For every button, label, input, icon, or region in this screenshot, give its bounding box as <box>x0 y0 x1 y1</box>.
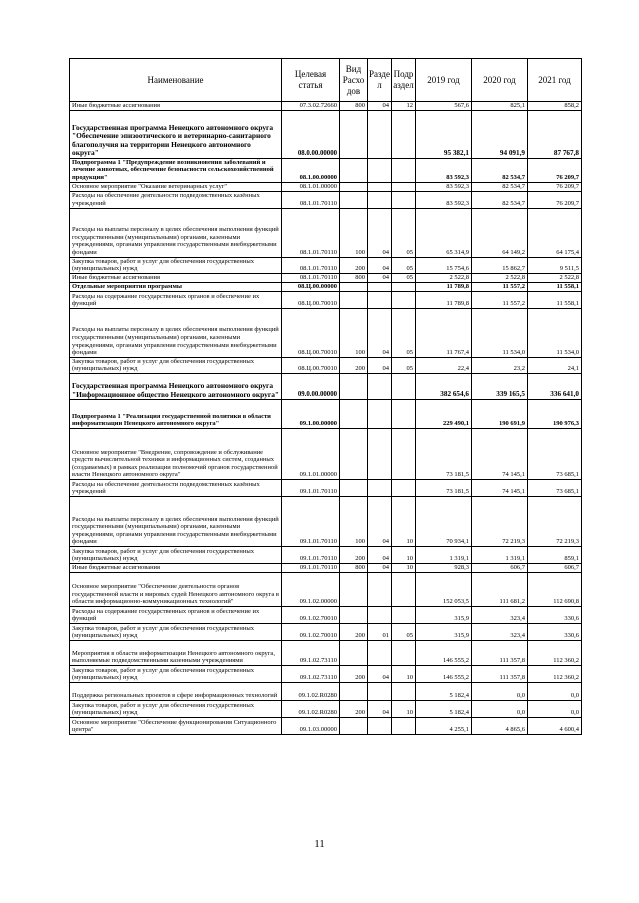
cell-v2019: 95 382,1 <box>416 110 472 158</box>
table-row <box>70 191 582 208</box>
table-row <box>70 158 582 182</box>
cell-v2021: 112 360,2 <box>528 665 582 682</box>
cell-v2020: 64 149,2 <box>472 208 528 257</box>
table-row <box>70 257 582 273</box>
cell-rz: 04 <box>368 357 392 373</box>
cell-name: Иные бюджетные ассигнования <box>70 102 282 111</box>
cell-pr <box>392 399 416 428</box>
budget-table <box>69 58 582 735</box>
cell-pr: 05 <box>392 257 416 273</box>
cell-code: 09.1.00.00000 <box>282 399 340 428</box>
cell-rz: 01 <box>368 623 392 640</box>
cell-pr <box>392 291 416 308</box>
cell-name: Государственная программа Ненецкого автономного округа "Обеспечение эпизоотического и ветеринарно-санитарного благополучия на территории Ненецкого автономного округа" <box>70 110 282 158</box>
cell-code: 09.1.01.70110 <box>282 563 340 572</box>
cell-rz <box>368 399 392 428</box>
cell-vid: 100 <box>340 308 368 357</box>
cell-name: Расходы на выплаты персоналу в целях обеспечения выполнения функций государственными (муниципальными) органами, казенными учреждениями, органами управления государственными внебюджетными фондами <box>70 308 282 357</box>
cell-v2021: 24,1 <box>528 357 582 373</box>
cell-v2021: 11 534,0 <box>528 308 582 357</box>
cell-code: 08.Ц.00.00000 <box>282 282 340 291</box>
cell-v2020: 0,0 <box>472 700 528 717</box>
cell-code: 09.0.00.00000 <box>282 373 340 399</box>
cell-v2021: 73 685,1 <box>528 428 582 479</box>
cell-code: 09.1.01.70110 <box>282 496 340 546</box>
cell-name: Расходы на содержание государственных органов и обеспечение их функций <box>70 606 282 623</box>
cell-v2021: 190 976,3 <box>528 399 582 428</box>
cell-rz: 04 <box>368 496 392 546</box>
cell-v2020: 4 865,6 <box>472 717 528 734</box>
cell-v2021: 72 219,3 <box>528 496 582 546</box>
cell-name: Закупка товаров, работ и услуг для обеспечения государственных (муниципальных) нужд <box>70 546 282 563</box>
cell-rz <box>368 682 392 700</box>
table-row <box>70 282 582 291</box>
cell-v2020: 82 534,7 <box>472 158 528 182</box>
cell-pr <box>392 191 416 208</box>
table-row <box>70 208 582 257</box>
cell-name: Расходы на обеспечение деятельности подведомственных казённых учреждений <box>70 191 282 208</box>
cell-name: Подпрограмма 1 "Предупреждение возникновения заболеваний и лечение животных, обеспечение безопасности сельскохозяйственной продукции" <box>70 158 282 182</box>
cell-code: 09.1.01.00000 <box>282 428 340 479</box>
cell-name: Закупка товаров, работ и услуг для обеспечения государственных (муниципальных) нужд <box>70 357 282 373</box>
cell-rz: 04 <box>368 273 392 282</box>
cell-vid: 200 <box>340 700 368 717</box>
cell-v2020: 606,7 <box>472 563 528 572</box>
cell-name: Подпрограмма 1 "Реализация государственной политики в области информатизации Ненецкого автономного округа" <box>70 399 282 428</box>
cell-code: 09.1.01.70110 <box>282 546 340 563</box>
cell-rz: 04 <box>368 257 392 273</box>
header-razdel: Разде л <box>368 59 392 102</box>
cell-name: Основное мероприятие "Обеспечение деятельности органов государственной власти и мировых судей Ненецкого автономного округа в области информационно-коммуникационных технологий" <box>70 572 282 606</box>
cell-v2020: 72 219,3 <box>472 496 528 546</box>
header-2019: 2019 год <box>416 59 472 102</box>
table-row <box>70 110 582 158</box>
header-2020: 2020 год <box>472 59 528 102</box>
cell-v2020: 111 681,2 <box>472 572 528 606</box>
cell-v2019: 315,9 <box>416 606 472 623</box>
cell-v2020: 11 557,2 <box>472 291 528 308</box>
cell-vid <box>340 572 368 606</box>
cell-v2019: 152 053,5 <box>416 572 472 606</box>
cell-vid <box>340 182 368 191</box>
cell-name: Расходы на содержание государственных органов и обеспечение их функций <box>70 291 282 308</box>
cell-v2020: 825,1 <box>472 102 528 111</box>
table-row <box>70 428 582 479</box>
cell-rz: 04 <box>368 208 392 257</box>
cell-vid: 200 <box>340 665 368 682</box>
cell-rz <box>368 191 392 208</box>
cell-rz <box>368 158 392 182</box>
table-row <box>70 563 582 572</box>
cell-v2019: 146 555,2 <box>416 665 472 682</box>
cell-rz: 04 <box>368 308 392 357</box>
table-row <box>70 682 582 700</box>
cell-pr: 12 <box>392 102 416 111</box>
cell-rz <box>368 282 392 291</box>
cell-v2020: 11 534,0 <box>472 308 528 357</box>
cell-name: Иные бюджетные ассигнования <box>70 273 282 282</box>
header-target: Целевая статья <box>282 59 340 102</box>
table-row <box>70 479 582 496</box>
page-number: 11 <box>314 838 325 850</box>
cell-v2019: 83 592,3 <box>416 191 472 208</box>
table-row <box>70 700 582 717</box>
cell-code: 08.0.00.00000 <box>282 110 340 158</box>
cell-v2021: 11 558,1 <box>528 291 582 308</box>
cell-v2019: 382 654,6 <box>416 373 472 399</box>
cell-pr <box>392 640 416 665</box>
cell-pr: 10 <box>392 546 416 563</box>
header-vid: Вид Расхо дов <box>340 59 368 102</box>
cell-v2020: 190 691,9 <box>472 399 528 428</box>
cell-v2021: 330,6 <box>528 606 582 623</box>
cell-v2021: 859,1 <box>528 546 582 563</box>
cell-v2021: 76 209,7 <box>528 158 582 182</box>
cell-v2019: 83 592,3 <box>416 158 472 182</box>
cell-code: 09.1.02.70010 <box>282 623 340 640</box>
cell-code: 08.Ц.00.70010 <box>282 291 340 308</box>
cell-v2021: 0,0 <box>528 682 582 700</box>
cell-pr <box>392 282 416 291</box>
table-row <box>70 308 582 357</box>
cell-name: Закупка товаров, работ и услуг для обеспечения государственных (муниципальных) нужд <box>70 623 282 640</box>
cell-pr: 10 <box>392 496 416 546</box>
cell-v2020: 323,4 <box>472 623 528 640</box>
cell-v2019: 65 314,9 <box>416 208 472 257</box>
cell-rz <box>368 640 392 665</box>
cell-code: 09.1.01.70110 <box>282 479 340 496</box>
cell-vid <box>340 640 368 665</box>
cell-v2021: 87 767,8 <box>528 110 582 158</box>
cell-v2019: 928,3 <box>416 563 472 572</box>
cell-vid <box>340 291 368 308</box>
cell-pr: 10 <box>392 700 416 717</box>
cell-pr <box>392 182 416 191</box>
cell-pr: 10 <box>392 563 416 572</box>
cell-v2019: 73 181,5 <box>416 428 472 479</box>
cell-v2019: 15 754,6 <box>416 257 472 273</box>
cell-code: 08.1.01.70110 <box>282 208 340 257</box>
cell-vid <box>340 428 368 479</box>
cell-v2020: 94 091,9 <box>472 110 528 158</box>
cell-vid <box>340 682 368 700</box>
cell-name: Поддержка региональных проектов в сфере информационных технологий <box>70 682 282 700</box>
cell-name: Закупка товаров, работ и услуг для обеспечения государственных (муниципальных) нужд <box>70 257 282 273</box>
cell-pr <box>392 572 416 606</box>
header-name: Наименование <box>70 59 282 102</box>
cell-code: 08.1.01.00000 <box>282 182 340 191</box>
cell-vid: 100 <box>340 496 368 546</box>
cell-name: Основное мероприятие "Обеспечение функционирования Ситуационного центра" <box>70 717 282 734</box>
table-row <box>70 546 582 563</box>
cell-v2019: 73 181,5 <box>416 479 472 496</box>
cell-name: Закупка товаров, работ и услуг для обеспечения государственных (муниципальных) нужд <box>70 665 282 682</box>
cell-pr: 05 <box>392 208 416 257</box>
cell-v2019: 5 182,4 <box>416 700 472 717</box>
cell-rz <box>368 479 392 496</box>
cell-code: 08.Ц.00.70010 <box>282 308 340 357</box>
cell-v2020: 111 357,8 <box>472 665 528 682</box>
cell-code: 08.1.00.00000 <box>282 158 340 182</box>
cell-v2020: 1 319,1 <box>472 546 528 563</box>
cell-v2020: 2 522,8 <box>472 273 528 282</box>
cell-name: Основное мероприятие "Внедрение, сопровождение и обслуживание средств вычислительной техники и информационных систем, созданных (создаваемых) в рамках реализации полномочий органов государственной власти Ненецкого автономного округа" <box>70 428 282 479</box>
cell-name: Мероприятия в области информатизации Ненецкого автономного округа, выполняемые подведомственными казенными учреждениями <box>70 640 282 665</box>
cell-vid: 800 <box>340 563 368 572</box>
cell-pr: 05 <box>392 357 416 373</box>
cell-vid <box>340 479 368 496</box>
cell-name: Расходы на выплаты персоналу в целях обеспечения выполнения функций государственными (муниципальными) органами, казенными учреждениями, органами управления государственными внебюджетными фондами <box>70 208 282 257</box>
cell-vid <box>340 373 368 399</box>
cell-v2019: 70 934,1 <box>416 496 472 546</box>
cell-v2019: 83 592,3 <box>416 182 472 191</box>
cell-pr <box>392 606 416 623</box>
cell-vid <box>340 191 368 208</box>
cell-v2019: 11 767,4 <box>416 308 472 357</box>
cell-code: 09.1.02.00000 <box>282 572 340 606</box>
cell-rz: 04 <box>368 665 392 682</box>
cell-pr <box>392 373 416 399</box>
cell-v2021: 112 360,2 <box>528 640 582 665</box>
cell-v2019: 229 490,1 <box>416 399 472 428</box>
cell-rz <box>368 182 392 191</box>
cell-pr <box>392 717 416 734</box>
cell-pr <box>392 158 416 182</box>
table-row <box>70 273 582 282</box>
cell-pr: 05 <box>392 623 416 640</box>
cell-vid: 200 <box>340 623 368 640</box>
table-row <box>70 373 582 399</box>
cell-v2020: 82 534,7 <box>472 191 528 208</box>
cell-v2021: 64 175,4 <box>528 208 582 257</box>
cell-rz: 04 <box>368 563 392 572</box>
cell-rz <box>368 572 392 606</box>
cell-vid <box>340 399 368 428</box>
table-header-row <box>70 59 582 102</box>
cell-v2021: 73 685,1 <box>528 479 582 496</box>
cell-v2021: 76 209,7 <box>528 191 582 208</box>
cell-name: Отдельные мероприятия программы <box>70 282 282 291</box>
cell-v2021: 9 511,5 <box>528 257 582 273</box>
cell-vid <box>340 158 368 182</box>
cell-vid <box>340 606 368 623</box>
cell-rz <box>368 373 392 399</box>
cell-name: Закупка товаров, работ и услуг для обеспечения государственных (муниципальных) нужд <box>70 700 282 717</box>
cell-pr <box>392 682 416 700</box>
cell-code: 08.1.01.70110 <box>282 257 340 273</box>
cell-code: 08.1.01.70110 <box>282 191 340 208</box>
cell-pr: 10 <box>392 665 416 682</box>
cell-code: 09.1.02.70010 <box>282 606 340 623</box>
cell-v2021: 2 522,8 <box>528 273 582 282</box>
cell-name: Расходы на обеспечение деятельности подведомственных казённых учреждений <box>70 479 282 496</box>
cell-pr: 05 <box>392 273 416 282</box>
cell-code: 07.3.02.72660 <box>282 102 340 111</box>
cell-rz <box>368 717 392 734</box>
cell-v2021: 0,0 <box>528 700 582 717</box>
cell-v2021: 76 209,7 <box>528 182 582 191</box>
cell-code: 08.Ц.00.70010 <box>282 357 340 373</box>
header-podrazdel: Подр аздел <box>392 59 416 102</box>
cell-v2019: 11 789,8 <box>416 291 472 308</box>
cell-v2021: 858,2 <box>528 102 582 111</box>
cell-v2019: 2 522,8 <box>416 273 472 282</box>
cell-name: Расходы на выплаты персоналу в целях обеспечения выполнения функций государственными (муниципальными) органами, казенными учреждениями, органами управления государственными внебюджетными фондами <box>70 496 282 546</box>
cell-v2020: 339 165,5 <box>472 373 528 399</box>
cell-code: 09.1.02.73110 <box>282 640 340 665</box>
table-row <box>70 606 582 623</box>
cell-name: Государственная программа Ненецкого автономного округа "Информационное общество Ненецкого автономного округа" <box>70 373 282 399</box>
cell-vid: 200 <box>340 257 368 273</box>
cell-pr: 05 <box>392 308 416 357</box>
cell-v2020: 82 534,7 <box>472 182 528 191</box>
cell-v2019: 4 255,1 <box>416 717 472 734</box>
cell-v2019: 1 319,1 <box>416 546 472 563</box>
cell-v2021: 11 558,1 <box>528 282 582 291</box>
cell-vid: 800 <box>340 102 368 111</box>
cell-rz <box>368 606 392 623</box>
cell-v2021: 112 690,8 <box>528 572 582 606</box>
table-row <box>70 717 582 734</box>
cell-rz: 04 <box>368 546 392 563</box>
table-row <box>70 357 582 373</box>
cell-vid <box>340 717 368 734</box>
header-2021: 2021 год <box>528 59 582 102</box>
cell-vid: 800 <box>340 273 368 282</box>
cell-vid <box>340 282 368 291</box>
table-row <box>70 665 582 682</box>
cell-code: 09.1.02.R0280 <box>282 682 340 700</box>
cell-v2020: 111 357,8 <box>472 640 528 665</box>
cell-v2020: 74 145,1 <box>472 428 528 479</box>
cell-vid: 100 <box>340 208 368 257</box>
table-row <box>70 640 582 665</box>
cell-code: 09.1.02.R0280 <box>282 700 340 717</box>
table-row <box>70 399 582 428</box>
cell-v2019: 22,4 <box>416 357 472 373</box>
cell-rz <box>368 110 392 158</box>
table-body <box>70 102 582 735</box>
cell-v2020: 11 557,2 <box>472 282 528 291</box>
cell-v2019: 567,6 <box>416 102 472 111</box>
table-row <box>70 182 582 191</box>
cell-name: Основное мероприятие "Оказание ветеринарных услуг" <box>70 182 282 191</box>
table-row <box>70 572 582 606</box>
cell-v2020: 15 862,7 <box>472 257 528 273</box>
cell-pr <box>392 428 416 479</box>
cell-v2019: 5 182,4 <box>416 682 472 700</box>
cell-v2021: 4 600,4 <box>528 717 582 734</box>
table-row <box>70 291 582 308</box>
cell-v2020: 23,2 <box>472 357 528 373</box>
cell-v2021: 606,7 <box>528 563 582 572</box>
cell-code: 08.1.01.70110 <box>282 273 340 282</box>
cell-vid: 200 <box>340 546 368 563</box>
cell-v2021: 330,6 <box>528 623 582 640</box>
cell-vid <box>340 110 368 158</box>
table-row <box>70 623 582 640</box>
cell-pr <box>392 110 416 158</box>
cell-v2020: 74 145,1 <box>472 479 528 496</box>
table-row <box>70 496 582 546</box>
cell-code: 09.1.02.73110 <box>282 665 340 682</box>
cell-rz <box>368 291 392 308</box>
cell-pr <box>392 479 416 496</box>
cell-v2021: 336 641,0 <box>528 373 582 399</box>
cell-rz: 04 <box>368 700 392 717</box>
cell-v2019: 146 555,2 <box>416 640 472 665</box>
cell-vid: 200 <box>340 357 368 373</box>
cell-rz <box>368 428 392 479</box>
cell-v2020: 0,0 <box>472 682 528 700</box>
table-row <box>70 102 582 111</box>
cell-v2019: 315,9 <box>416 623 472 640</box>
cell-rz: 04 <box>368 102 392 111</box>
cell-name: Иные бюджетные ассигнования <box>70 563 282 572</box>
cell-code: 09.1.03.00000 <box>282 717 340 734</box>
cell-v2020: 323,4 <box>472 606 528 623</box>
cell-v2019: 11 789,8 <box>416 282 472 291</box>
